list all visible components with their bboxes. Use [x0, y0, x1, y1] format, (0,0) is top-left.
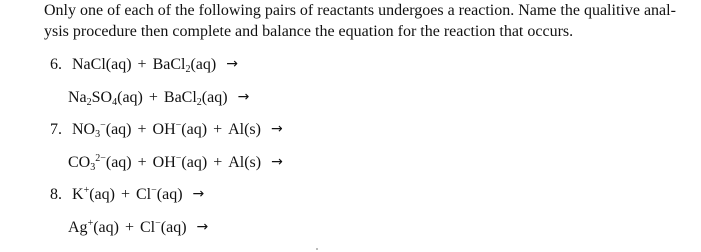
reaction-arrow: →	[196, 219, 209, 235]
instructions-paragraph	[44, 0, 694, 42]
reactant-oh-ion: OH−(aq)	[152, 120, 208, 138]
reactant-no3-ion: $NO_3^-(aq)$	[72, 120, 132, 140]
question-number-8: 8.	[50, 186, 62, 203]
instructions-line-2: ysis procedure then complete and balance the equation for the reaction that occurs.	[44, 23, 574, 40]
scan-mark	[316, 248, 318, 250]
q8-equation-2	[68, 217, 208, 238]
reaction-arrow: →	[192, 186, 205, 202]
reactant-cl-ion: Cl−(aq)	[136, 185, 183, 203]
reactant-bacl2: BaCl$_2$(aq)	[152, 56, 217, 75]
plus-sign: +	[137, 154, 147, 171]
reaction-arrow: →	[270, 121, 283, 137]
plus-sign: +	[120, 186, 130, 203]
q6-equation-1	[50, 54, 238, 75]
reactant-na2so4: $Na_2SO_4(aq)$	[68, 89, 143, 108]
q7-equation-2	[68, 152, 283, 173]
reactant-co3-ion: $CO_3^{2-}(aq)$	[68, 153, 132, 173]
reactant-cl-ion: Cl−(aq)	[140, 218, 187, 236]
plus-sign: +	[148, 89, 158, 106]
reaction-arrow: →	[271, 154, 283, 170]
q8-equation-1	[50, 184, 204, 205]
reactant-al: Al(s)	[228, 154, 262, 171]
q7-equation-1	[50, 119, 283, 140]
plus-sign: +	[213, 154, 223, 171]
plus-sign: +	[137, 121, 147, 138]
question-number-7: 7.	[50, 121, 62, 138]
reactant-nacl: NaCl(aq)	[72, 56, 132, 73]
reactant-al: Al(s)	[228, 121, 261, 138]
plus-sign: +	[137, 56, 147, 73]
plus-sign: +	[124, 219, 134, 236]
instructions-line-1: Only one of each of the following pairs of reactants undergoes a reaction. Name the qualitive anal-	[44, 2, 676, 19]
plus-sign: +	[213, 121, 223, 138]
q6-equation-2	[68, 87, 249, 108]
reactant-oh-ion: OH−(aq)	[152, 153, 208, 171]
reaction-arrow: →	[226, 56, 238, 72]
reactant-k-ion: K+(aq)	[72, 185, 115, 203]
reactant-ag-ion: Ag+(aq)	[68, 218, 119, 236]
question-number-6: 6.	[50, 56, 62, 73]
reactant-bacl2: BaCl$_2$(aq)	[163, 89, 228, 108]
reaction-arrow: →	[237, 89, 250, 105]
